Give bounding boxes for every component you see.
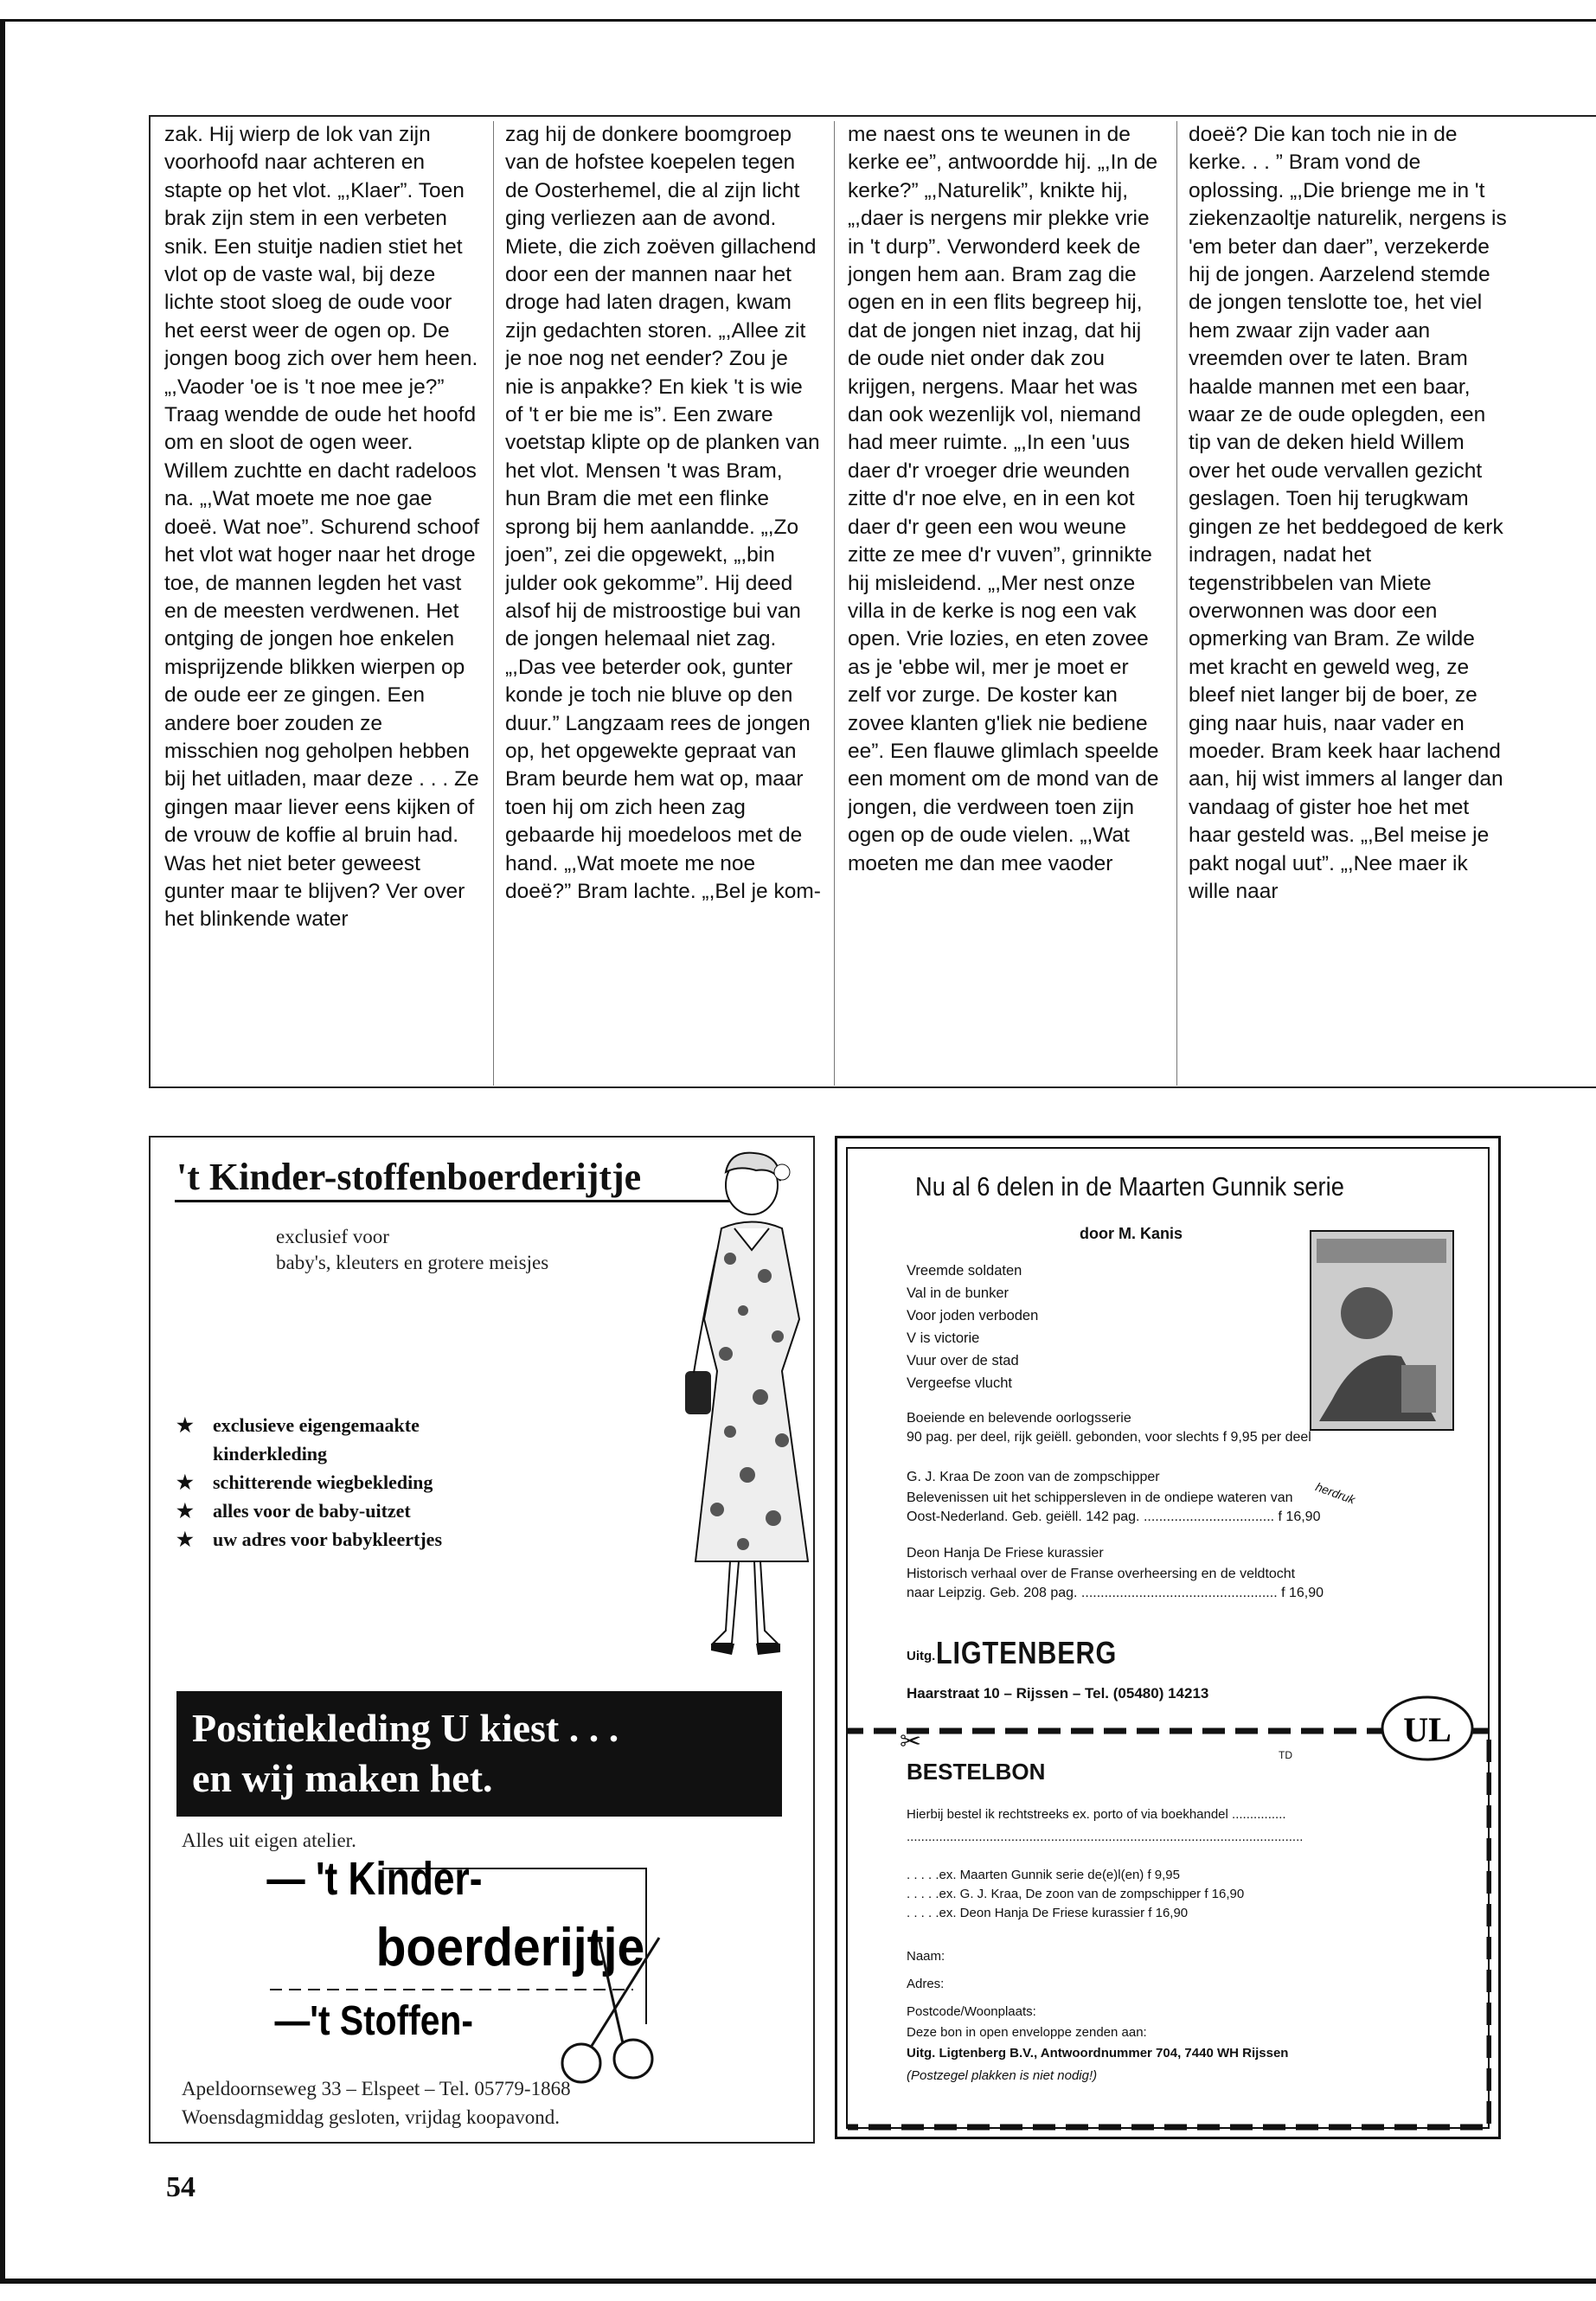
star-icon: ★ bbox=[176, 1414, 194, 1436]
ad-left-feature-list bbox=[176, 1411, 472, 1554]
list-item: ★ exclusieve eigengemaakte kinderkleding bbox=[176, 1411, 472, 1468]
ad-left-title: 't Kinder-stoffenboerderijtje bbox=[176, 1156, 642, 1198]
order-line-2: . . . . .ex. G. J. Kraa, De zoon van de zompschipper f 16,90 bbox=[907, 1887, 1245, 1901]
list-item: ★ alles voor de baby-uitzet bbox=[176, 1497, 472, 1525]
kinder-stoffenboerderijtje-ad bbox=[149, 1136, 815, 2144]
article-column-4: doeë? Die kan toch nie in de kerke. . . ” Bram vond de oplossing. „,Die brienge me in 't ziekenzaoltje naturelik, nergens is 'em beter dan daer”, verzekerde hij de jongen. Aarzelend stemde de jongen tenslotte toe, het viel hem zwaar zijn vader aan vreemden over te laten. Bram haalde mannen met een baar, waar ze de oude oplegden, een tip van de deken hield Willem over het oude vervallen gezicht geslagen. Toen hij terugkwam gingen ze het beddegoed de kerk indragen, nadat het tegenstribbelen van Miete overwonnen was door een opmerking van Bram. Ze wilde met kracht en geweld weg, ze bleef niet langer bij de boer, ze ging naar huis, naar vader en moeder. Bram keek haar lachend aan, hij wist immers al langer dan vandaag of gister hoe het met haar gesteld was. „,Bel meise je pakt nogal uut”. „,Nee maer ik wille naar bbox=[1189, 123, 1507, 903]
svg-text:—'t Stoffen-: —'t Stoffen- bbox=[274, 1997, 473, 2044]
stamp-note: (Postzegel plakken is niet nodig!) bbox=[907, 2068, 1098, 2083]
book3-price: naar Leipzig. Geb. 208 pag. ................................................... f 16,90 bbox=[907, 1586, 1324, 1600]
send-address: Uitg. Ligtenberg B.V., Antwoordnummer 704, 7440 WH Rijssen bbox=[907, 2046, 1289, 2061]
svg-text:boerderijtje: boerderijtje bbox=[375, 1916, 645, 1977]
column-divider bbox=[493, 121, 494, 1086]
book2-title: G. J. Kraa De zoon van de zompschipper bbox=[907, 1470, 1160, 1484]
ul-logo bbox=[1380, 1694, 1475, 1763]
ligtenberg-ad bbox=[835, 1136, 1501, 2139]
order-line-3: . . . . .ex. Deon Hanja De Friese kurassier f 16,90 bbox=[907, 1906, 1189, 1920]
page-top-rule bbox=[0, 19, 1596, 22]
list-item: Vergeefse vlucht bbox=[907, 1375, 1012, 1391]
naam-field-label: Naam: bbox=[907, 1949, 945, 1964]
article-column-2: zag hij de donkere boomgroep van de hofstee koepelen tegen de Oosterhemel, die al zijn licht ging verliezen aan de avond. Miete, die zich zoëven gillachend door een der mannen naar het droge had laten dragen, kwam zijn gedachten storen. „,Allee zit je noe nog net eender? Zou je nie is anpakke? En kiek 't is wie of 't er bie me is”. Een zware voetstap klipte op de planken van het vlot. Mensen 't was Bram, hun Bram die met een flinke sprong bij hem aanlandde. „,Zo joen”, zei die opgewekt, „,bin julder ook gekomme”. Hij deed alsof hij de mistroostige bui van de jongen helemaal niet zag. „,Das vee beterder ook, gunter konde je toch nie bluve op den duur.” Langzaam rees de jongen op, het opgewekte gepraat van Bram beurde hem wat op, maar toen hij om zich heen zag gebaarde hij moedeloos met de hand. „,Wat moete me noe doeë?” Bram lachte. „,Bel je kom- bbox=[505, 123, 821, 903]
herdruk-note: herdruk bbox=[1313, 1479, 1357, 1507]
book3-desc: Historisch verhaal over de Franse overheersing en de veldtocht bbox=[907, 1567, 1296, 1581]
star-icon: ★ bbox=[176, 1529, 194, 1550]
kinderboerderijtje-logo bbox=[253, 1834, 789, 2093]
postcode-field-label: Postcode/Woonplaats: bbox=[907, 2004, 1036, 2019]
list-item: Voor joden verboden bbox=[907, 1308, 1039, 1324]
svg-text:— 't Kinder-: — 't Kinder- bbox=[266, 1852, 483, 1906]
order-intro: Hierbij bestel ik rechtstreeks ex. porto of via boekhandel ............... bbox=[907, 1807, 1286, 1822]
book2-price: Oost-Nederland. Geb. geiëll. 142 pag. .................................. f 16,90 bbox=[907, 1509, 1321, 1524]
column-divider bbox=[1176, 121, 1177, 1086]
ad-right-author: door M. Kanis bbox=[1080, 1225, 1183, 1242]
star-icon: ★ bbox=[176, 1471, 194, 1493]
bestelbon-title: BESTELBON bbox=[907, 1759, 1046, 1785]
list-item: Vreemde soldaten bbox=[907, 1263, 1022, 1279]
scissors-icon: ✂ bbox=[900, 1727, 922, 1756]
page-bottom-border bbox=[0, 2279, 1596, 2284]
order-line-1: . . . . .ex. Maarten Gunnik serie de(e)l(en) f 9,95 bbox=[907, 1868, 1180, 1882]
list-item: Vuur over de stad bbox=[907, 1353, 1019, 1368]
ad-right-inner-frame bbox=[846, 1147, 1490, 2129]
list-item: Val in de bunker bbox=[907, 1285, 1010, 1301]
list-item: ★ schitterende wiegbekleding bbox=[176, 1468, 472, 1497]
book2-desc: Belevenissen uit het schippersleven in de ondiepe wateren van bbox=[907, 1490, 1293, 1505]
ad-left-subtitle: exclusief voor baby's, kleuters en grotere meisjes bbox=[276, 1226, 549, 1273]
article-column-1: zak. Hij wierp de lok van zijn voorhoofd naar achteren en stapte op het vlot. „,Klaer”. Toen brak zijn stem in een verbeten snik. Een stuitje nadien stiet het vlot op de vaste wal, bij deze lichte stoot sloeg de oude voor het eerst weer de ogen op. De jongen boog zich over hem heen. „,Vaoder 'oe is 't noe mee je?” Traag wendde de oude het hoofd om en sloot de ogen weer. Willem zuchtte en dacht radeloos na. „,Wat moete me noe gae doeë. Wat noe”. Schurend schoof het vlot wat hoger naar het droge toe, de mannen legden het vast en de meesten verdwenen. Het ontging de jongen hoe enkelen misprijzende blikken wierpen op de oude eer ze gingen. Een andere boer zouden ze misschien nog geholpen hebben bij het uitladen, maar deze . . . Ze gingen maar liever eens kijken of de vrouw de koffie al bruin had. Was het niet beter geweest gunter maar te blijven? Ver over het blinkende water bbox=[164, 123, 480, 932]
publisher-name: LIGTENBERG bbox=[936, 1635, 1118, 1670]
book3-title: Deon Hanja De Friese kurassier bbox=[907, 1546, 1104, 1561]
book-cover-image bbox=[1306, 1227, 1458, 1434]
ad-right-title: Nu al 6 delen in de Maarten Gunnik serie bbox=[915, 1171, 1344, 1202]
column-divider bbox=[834, 121, 835, 1086]
order-blank-line: .............................................................................................................. bbox=[907, 1830, 1304, 1844]
positiekleding-banner: Positiekleding U kiest . . . en wij maken het. bbox=[176, 1691, 782, 1817]
ad-left-address: Apeldoornseweg 33 – Elspeet – Tel. 05779-1868 Woensdagmiddag gesloten, vrijdag koopavond. bbox=[182, 2078, 571, 2128]
woman-illustration bbox=[678, 1146, 825, 1665]
star-icon: ★ bbox=[176, 1500, 194, 1522]
send-instruction: Deze bon in open enveloppe zenden aan: bbox=[907, 2025, 1147, 2040]
promo-text-details: 90 pag. per deel, rijk geiëll. gebonden, voor slechts f 9,95 per deel bbox=[907, 1430, 1311, 1445]
article-column-3: me naest ons te weunen in de kerke ee”, antwoordde hij. „,In de kerke?” „,Naturelik”, knikte hij, „,daer is nergens mir plekke vrie in 't durp”. Verwonderd keek de jongen hem aan. Bram zag die ogen en in een flits begreep hij, dat de jongen niet inzag, dat hij de oude niet onder dak zou krijgen, nergens. Maar het was dan ook wezenlijk vol, niemand had meer ruimte. „,In een 'uus daer d'r vroeger drie weunden zitte d'r noe elve, en in een kot daer d'r geen een wou weune zitte ze mee d'r vuven”, grinnikte hij misleidend. „,Mer nest onze villa in de kerke is nog een vak open. Vrie lozies, en eten zovee as je 'ebbe wil, mer je moet er zelf vor zurge. De koster kan zovee klanten g'liek nie bediene ee”. Een flauwe glimlach speelde een moment om de mond van de jongen, die verdween toen zijn ogen op de oude vielen. „,Wat moeten me dan mee vaoder bbox=[848, 123, 1159, 875]
promo-text: Boeiende en belevende oorlogsserie bbox=[907, 1411, 1131, 1426]
publisher-prefix: Uitg. bbox=[907, 1649, 936, 1663]
svg-text:UL: UL bbox=[1403, 1710, 1452, 1749]
page-number: 54 bbox=[166, 2171, 195, 2203]
publisher-address: Haarstraat 10 – Rijssen – Tel. (05480) 14213 bbox=[907, 1685, 1209, 1702]
book-title-list bbox=[907, 1259, 1038, 1394]
ad-left-atelier-note: Alles uit eigen atelier. bbox=[182, 1830, 356, 1851]
adres-field-label: Adres: bbox=[907, 1977, 945, 1991]
list-item: V is victorie bbox=[907, 1330, 980, 1346]
page-left-border bbox=[0, 19, 5, 2284]
list-item: ★ uw adres voor babykleertjes bbox=[176, 1525, 472, 1554]
td-mark: TD bbox=[1279, 1749, 1292, 1761]
